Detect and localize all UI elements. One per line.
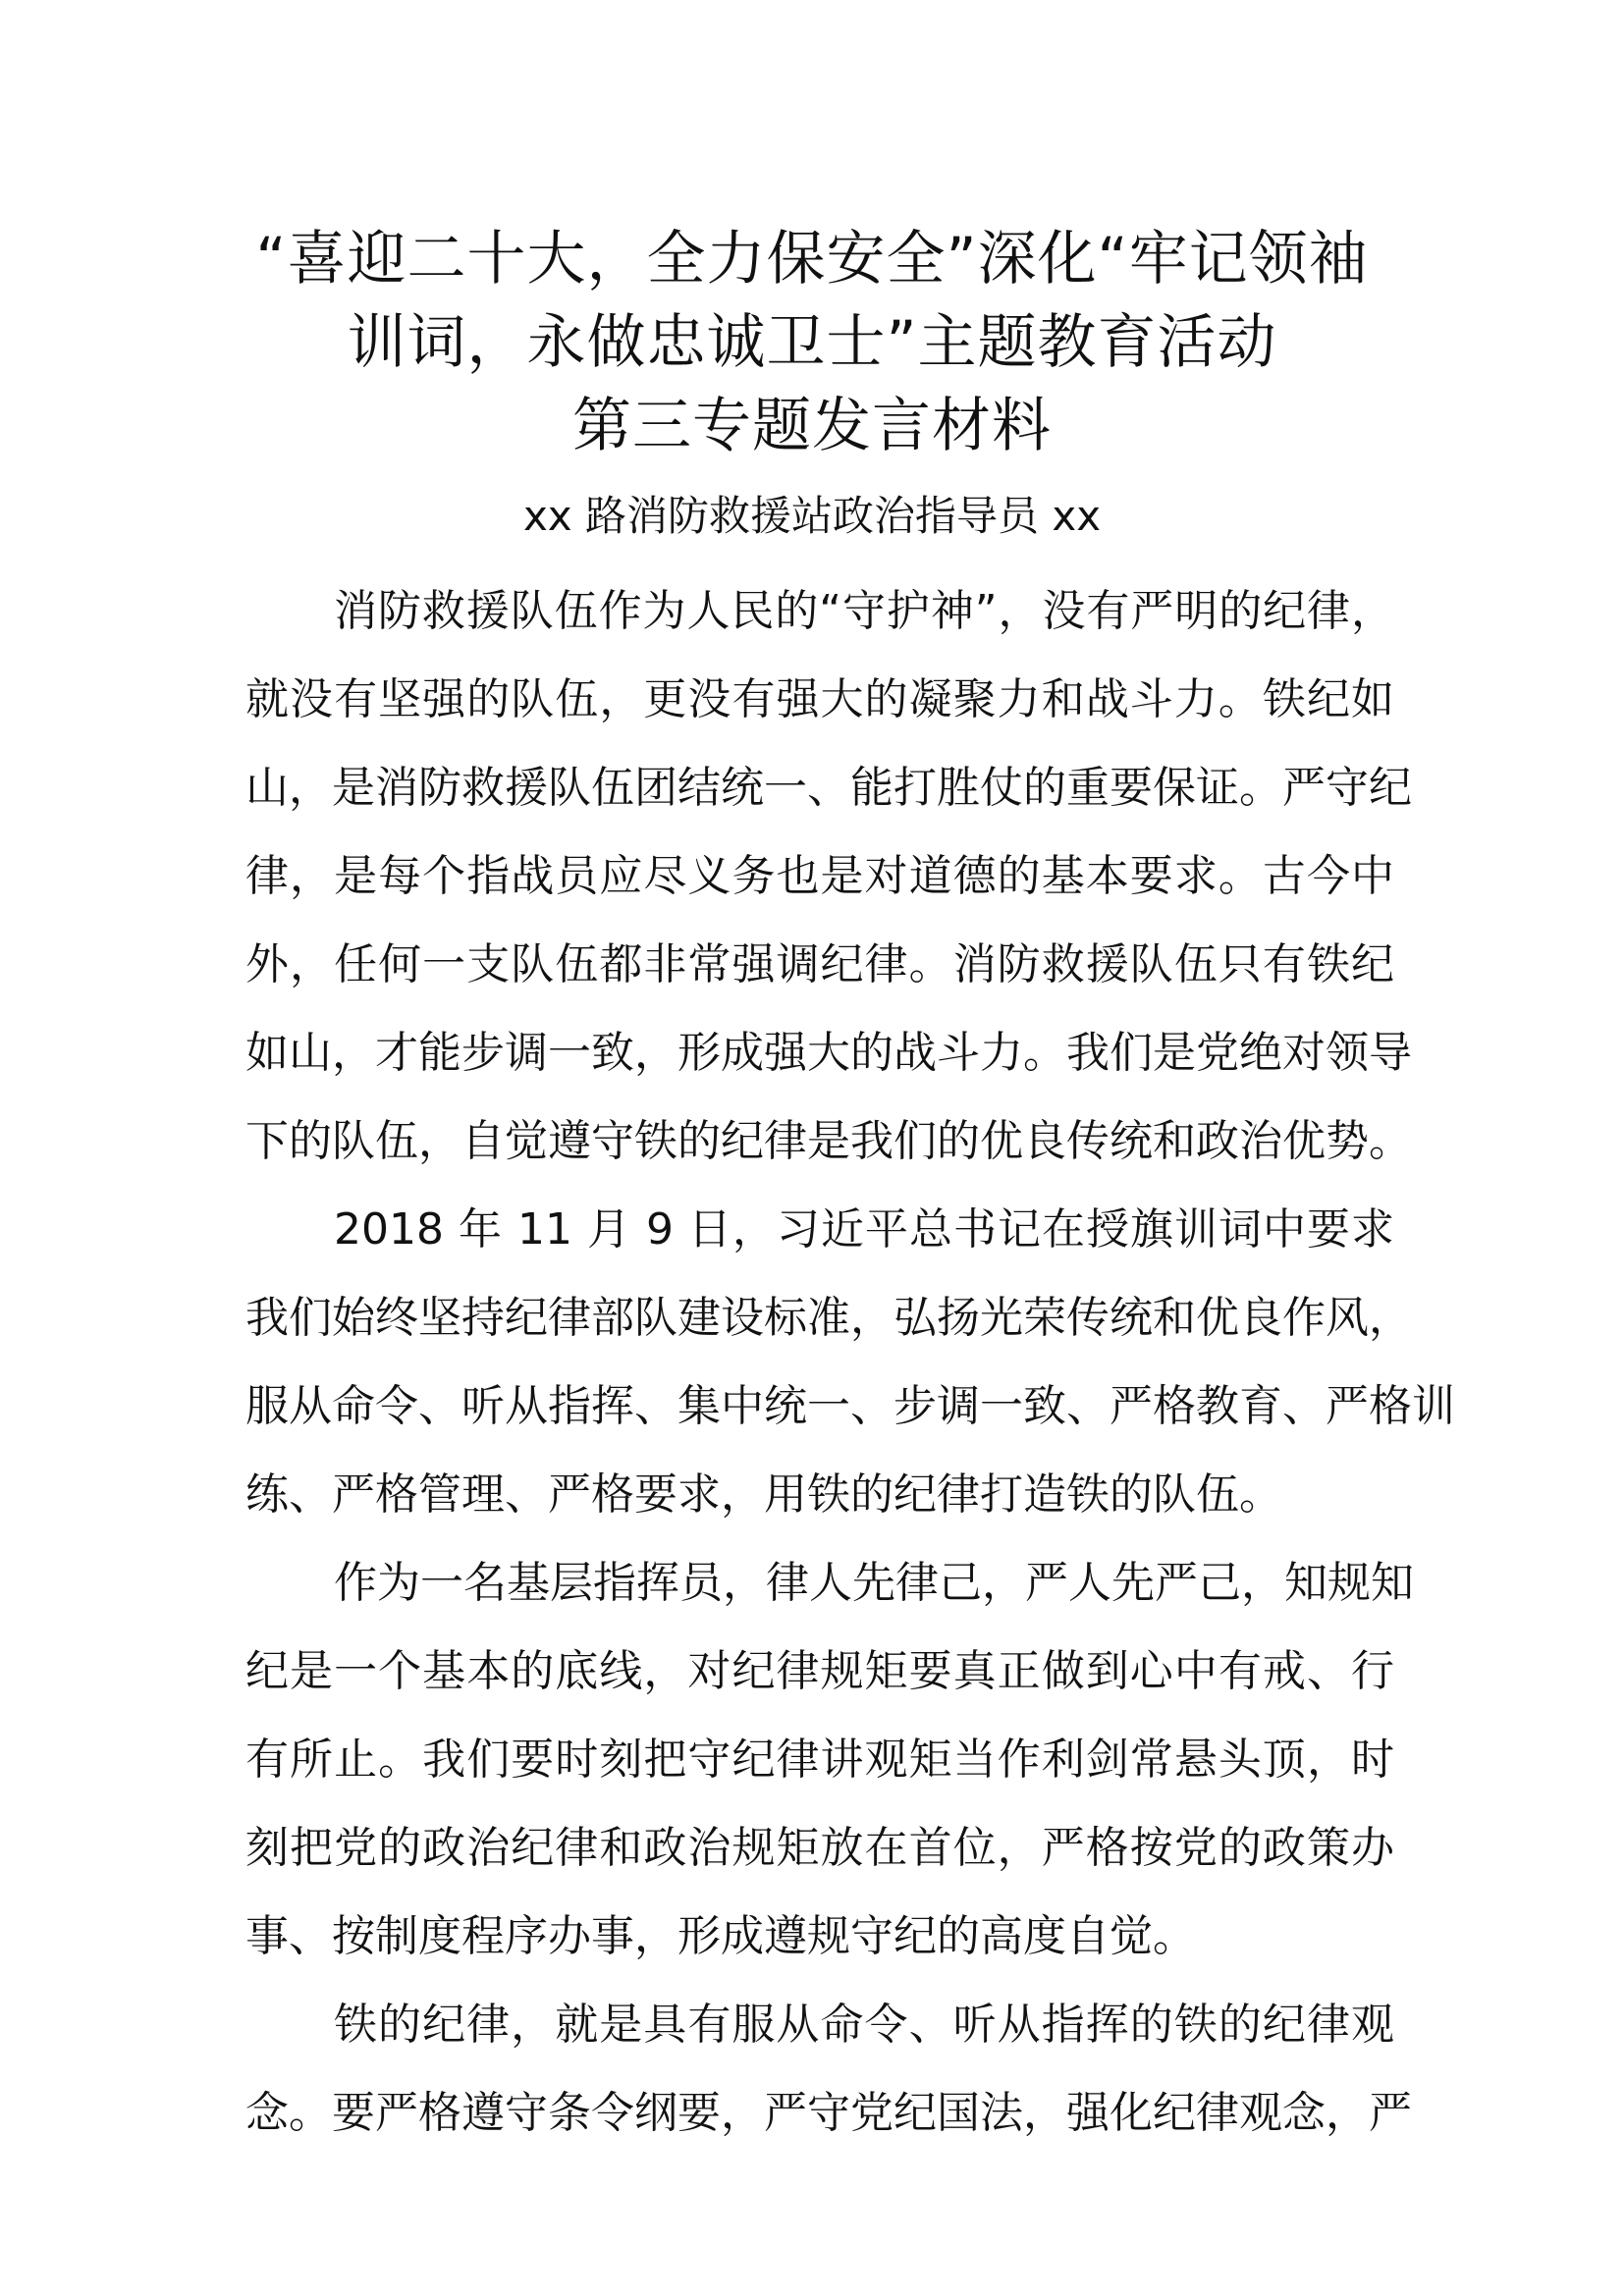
body-line: 事、按制度程序办事，形成遵规守纪的高度自觉。 — [245, 1911, 1196, 1961]
document-title — [196, 218, 1428, 468]
body-line: 刻把党的政治纪律和政治规矩放在首位，严格按党的政策办 — [245, 1823, 1394, 1873]
body-line: 2018 年 11 月 9 日，习近平总书记在授旗训词中要求 — [334, 1204, 1394, 1255]
body-line: 就没有坚强的队伍，更没有强大的凝聚力和战斗力。铁纪如 — [245, 674, 1394, 724]
body-line: 律，是每个指战员应尽义务也是对道德的基本要求。古今中 — [245, 851, 1394, 901]
body-line: 作为一名基层指挥员，律人先律己，严人先严己，知规知 — [334, 1558, 1414, 1608]
body-line: 纪是一个基本的底线，对纪律规矩要真正做到心中有戒、行 — [245, 1646, 1394, 1696]
body-line: 服从命令、听从指挥、集中统一、步调一致、严格教育、严格训 — [245, 1381, 1455, 1431]
body-line: 我们始终坚持纪律部队建设标准，弘扬光荣传统和优良作风， — [245, 1293, 1412, 1343]
body-line: 外，任何一支队伍都非常强调纪律。消防救援队伍只有铁纪 — [245, 939, 1394, 989]
body-line: 下的队伍，自觉遵守铁的纪律是我们的优良传统和政治优势。 — [245, 1116, 1412, 1166]
body-line: 有所止。我们要时刻把守纪律讲观矩当作利剑常悬头顶，时 — [245, 1735, 1394, 1785]
body-line: 练、严格管理、严格要求，用铁的纪律打造铁的队伍。 — [245, 1469, 1282, 1520]
title-line-1: “喜迎二十大，全力保安全”深化“牢记领袖 — [255, 225, 1369, 294]
body-line: 消防救援队伍作为人民的“守护神”，没有严明的纪律， — [334, 586, 1394, 636]
body-line: 山，是消防救援队伍团结统一、能打胜仗的重要保证。严守纪 — [245, 763, 1412, 813]
title-line-3: 第三专题发言材料 — [572, 392, 1052, 460]
title-line-2: 训词，永做忠诚卫士”主题教育活动 — [347, 308, 1277, 377]
body-line: 念。要严格遵守条令纲要，严守党纪国法，强化纪律观念，严 — [245, 2088, 1412, 2138]
body-line: 铁的纪律，就是具有服从命令、听从指挥的铁的纪律观 — [334, 2000, 1394, 2050]
body-line: 如山，才能步调一致，形成强大的战斗力。我们是党绝对领导 — [245, 1028, 1412, 1078]
author-line: xx 路消防救援站政治指导员 xx — [522, 492, 1102, 540]
body-text — [245, 567, 1455, 2158]
